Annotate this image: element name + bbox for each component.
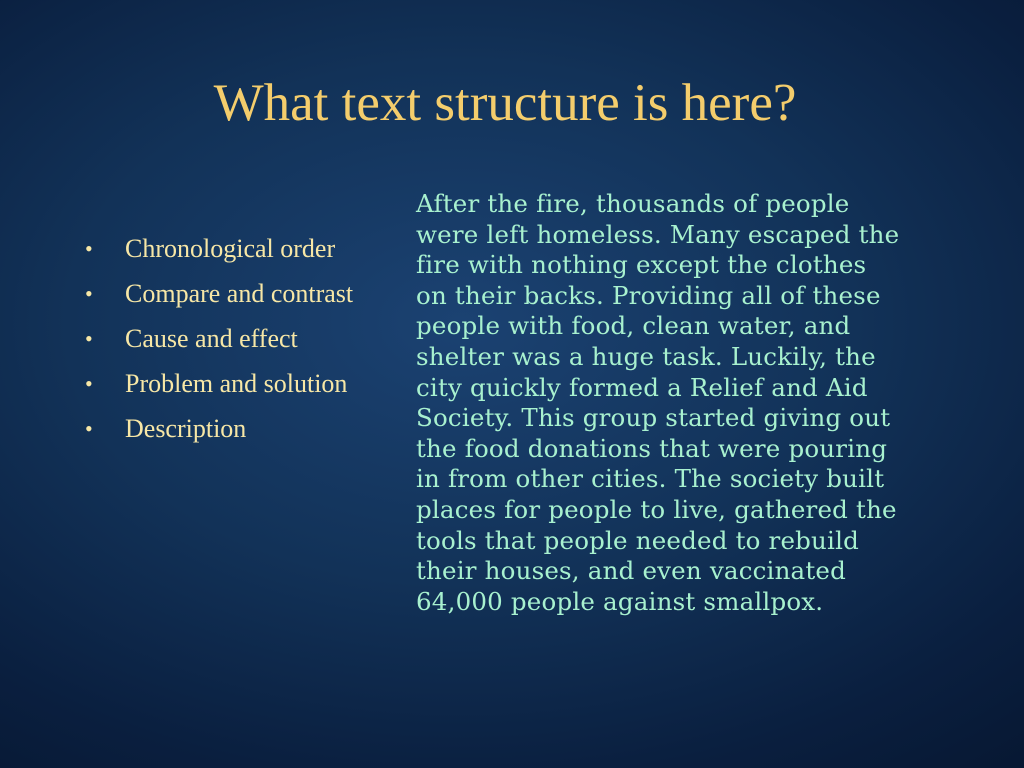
bullet-icon: • [85, 416, 93, 441]
bullet-icon: • [85, 326, 93, 351]
option-label: Description [125, 414, 247, 443]
slide-title: What text structure is here? [213, 74, 797, 132]
option-cause-and-effect [85, 320, 355, 358]
reading-passage: After the fire, thousands of people were left homeless. Many escaped the fire with nothing except the clothes on their backs. Providing all of these people with food, clean water, and shelter was a huge task. Luckily, the city quickly formed a Relief and Aid Society. This group started giving out the food donations that were pouring in from other cities. The society built places for people to live, gathered the tools that people needed to rebuild their houses, and even vaccinated 64,000 people against smallpox. [416, 189, 900, 616]
option-problem-and-solution [85, 365, 355, 403]
option-label: Problem and solution [125, 369, 348, 398]
option-label: Chronological order [125, 234, 336, 263]
bullet-icon: • [85, 236, 93, 261]
option-label: Compare and contrast [125, 279, 354, 308]
option-chronological-order [85, 230, 355, 268]
option-label: Cause and effect [125, 324, 298, 353]
bullet-icon: • [85, 281, 93, 306]
bullet-icon: • [85, 371, 93, 396]
option-compare-and-contrast [85, 275, 355, 313]
option-description [85, 410, 355, 448]
answer-options-list [85, 230, 355, 455]
